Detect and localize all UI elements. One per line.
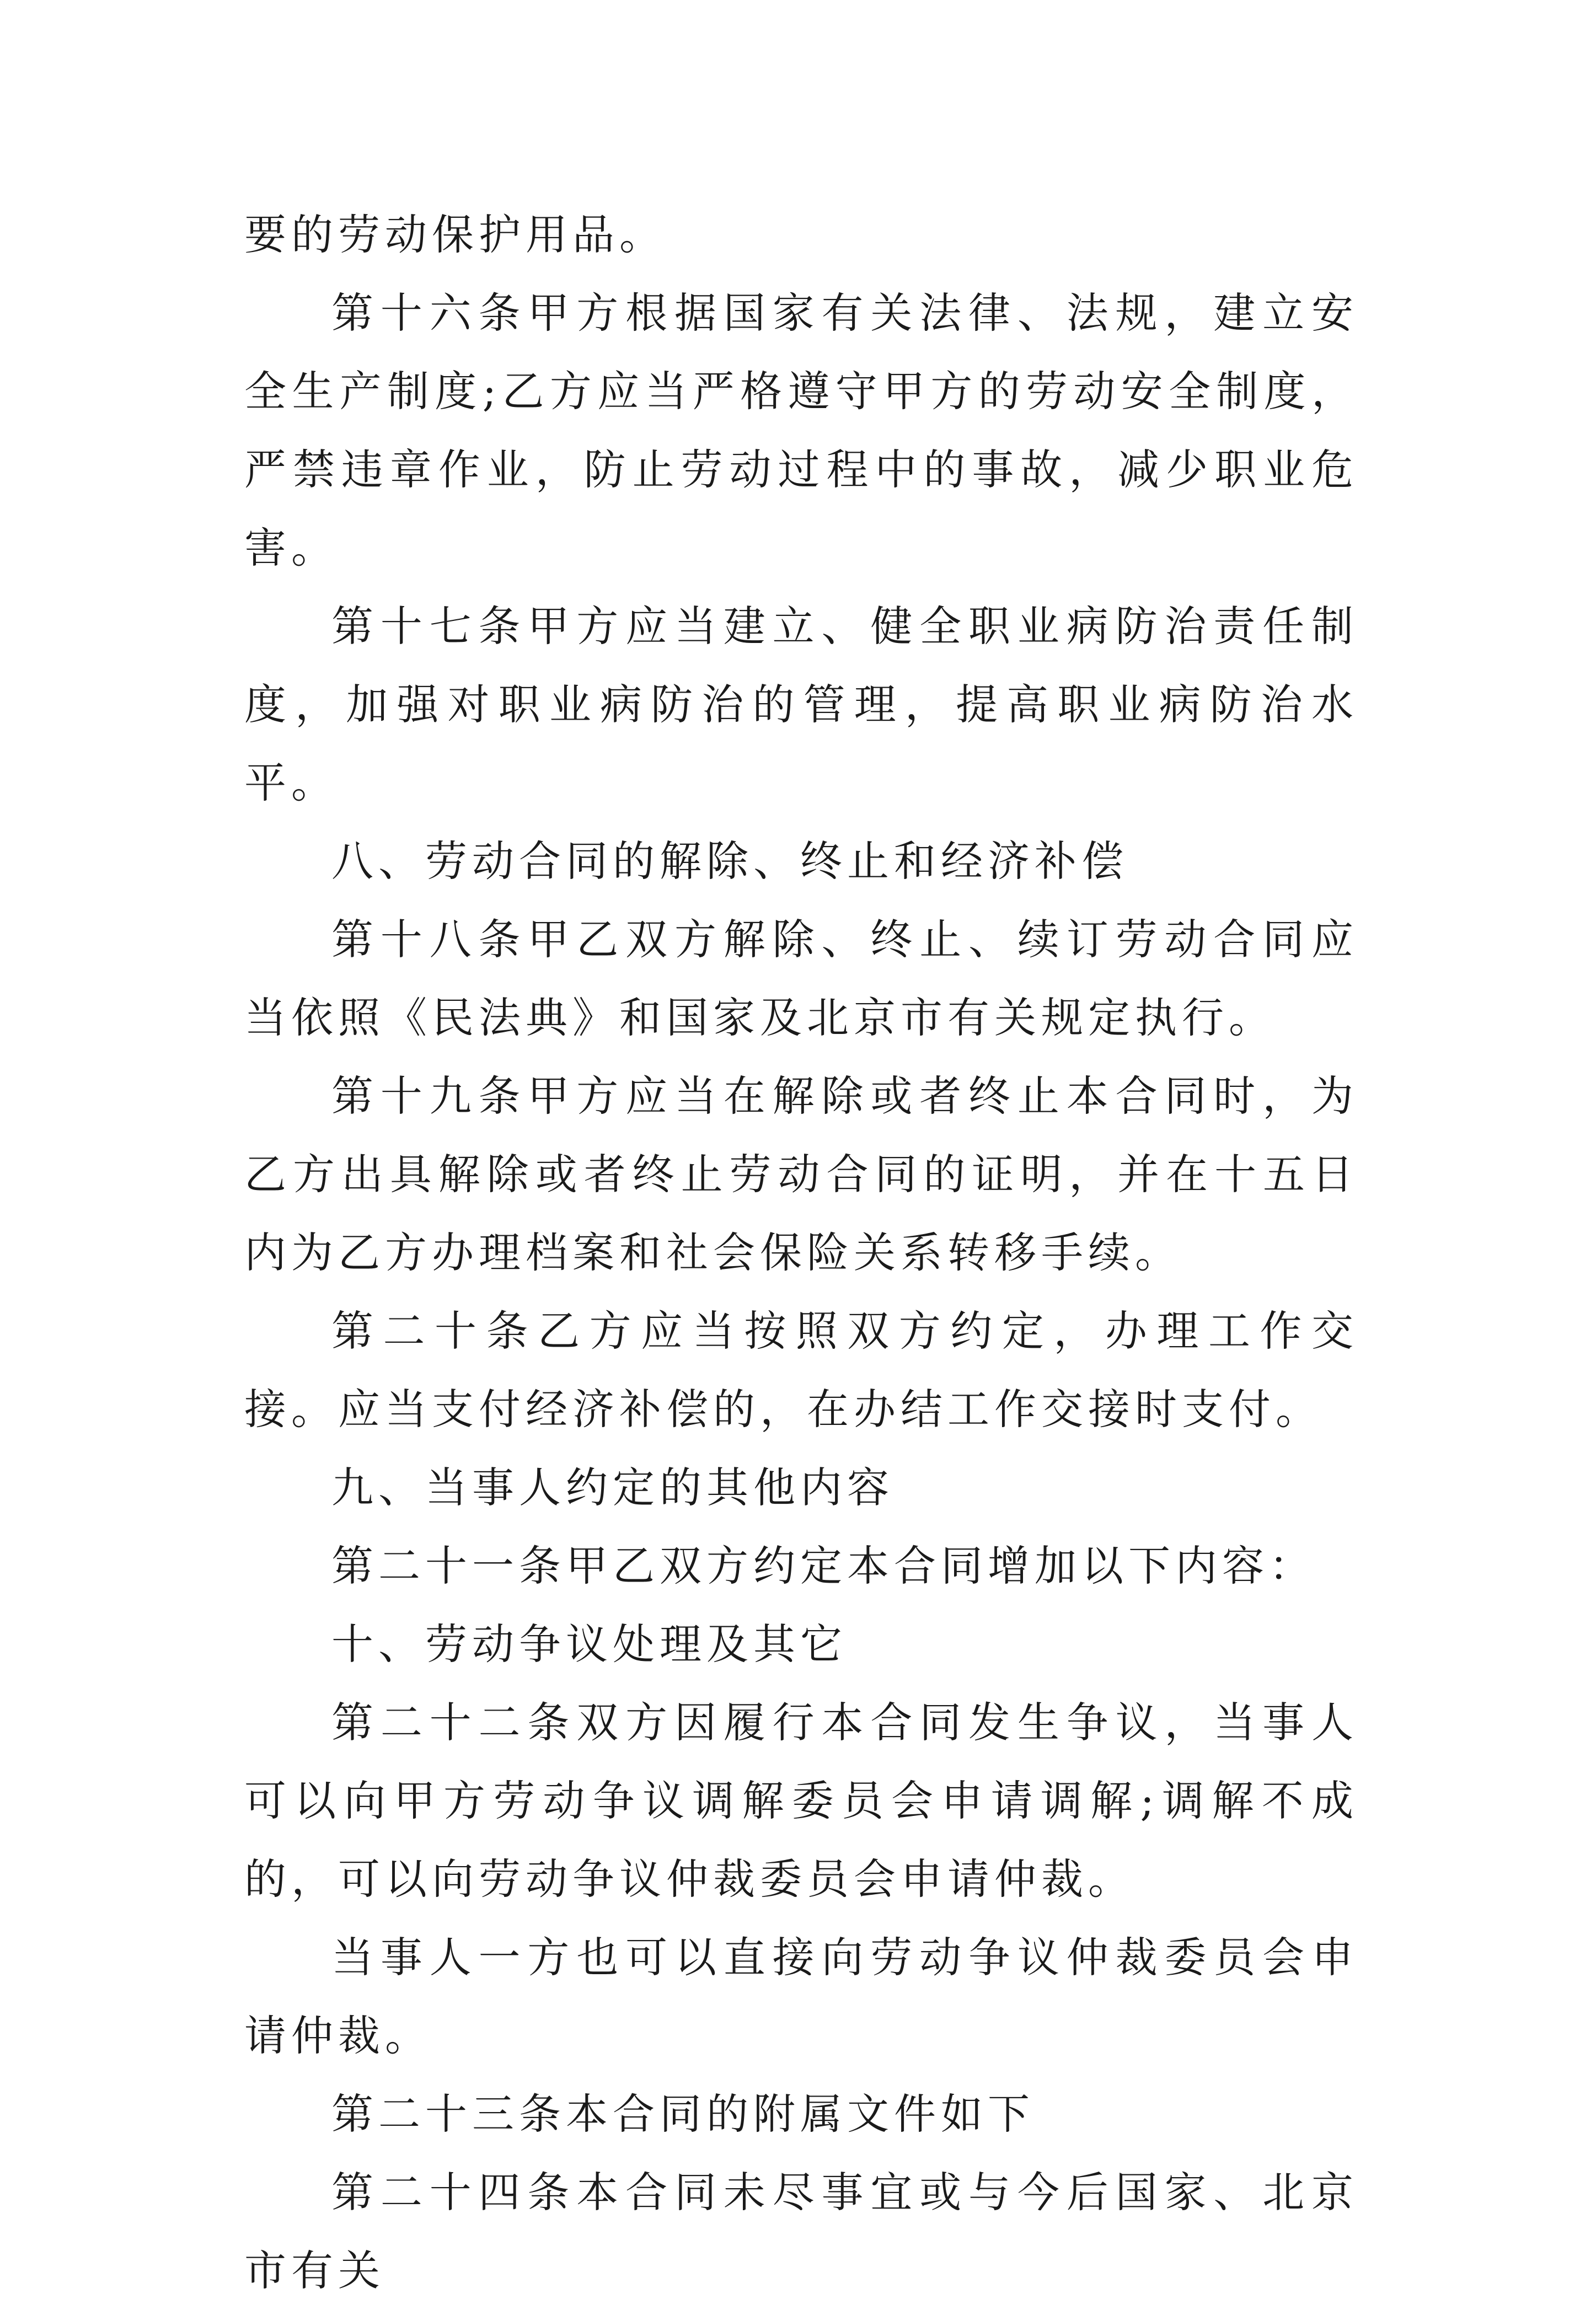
paragraph-article-16: 第十六条甲方根据国家有关法律、法规，建立安全生产制度;乙方应当严格遵守甲方的劳动安全制度，严禁违章作业，防止劳动过程中的事故，减少职业危害。 bbox=[244, 288, 1358, 572]
contract-body-text bbox=[244, 196, 1358, 2310]
paragraph-article-17: 第十七条甲方应当建立、健全职业病防治责任制度，加强对职业病防治的管理，提高职业病防治水平。 bbox=[244, 602, 1358, 807]
paragraph-protective-equipment-end: 要的劳动保护用品。 bbox=[244, 210, 666, 259]
section-heading-10: 十、劳动争议处理及其它 bbox=[331, 1620, 847, 1669]
paragraph-article-18: 第十八条甲乙双方解除、终止、续订劳动合同应当依照《民法典》和国家及北京市有关规定执行。 bbox=[244, 915, 1358, 1042]
paragraph-article-24: 第二十四条本合同未尽事宜或与今后国家、北京市有关 bbox=[244, 2168, 1358, 2295]
section-heading-8: 八、劳动合同的解除、终止和经济补偿 bbox=[331, 837, 1128, 886]
paragraph-article-21: 第二十一条甲乙双方约定本合同增加以下内容： bbox=[331, 1541, 1316, 1590]
paragraph-direct-arbitration: 当事人一方也可以直接向劳动争议仲裁委员会申请仲裁。 bbox=[244, 1933, 1358, 2060]
paragraph-article-23: 第二十三条本合同的附属文件如下 bbox=[331, 2089, 1035, 2139]
section-heading-9: 九、当事人约定的其他内容 bbox=[331, 1463, 894, 1512]
paragraph-article-19: 第十九条甲方应当在解除或者终止本合同时，为乙方出具解除或者终止劳动合同的证明，并在十五日内为乙方办理档案和社会保险关系转移手续。 bbox=[244, 1071, 1358, 1277]
paragraph-article-20: 第二十条乙方应当按照双方约定，办理工作交接。应当支付经济补偿的，在办结工作交接时支付。 bbox=[244, 1306, 1358, 1434]
paragraph-article-22: 第二十二条双方因履行本合同发生争议，当事人可以向甲方劳动争议调解委员会申请调解;调解不成的，可以向劳动争议仲裁委员会申请仲裁。 bbox=[244, 1698, 1358, 1904]
